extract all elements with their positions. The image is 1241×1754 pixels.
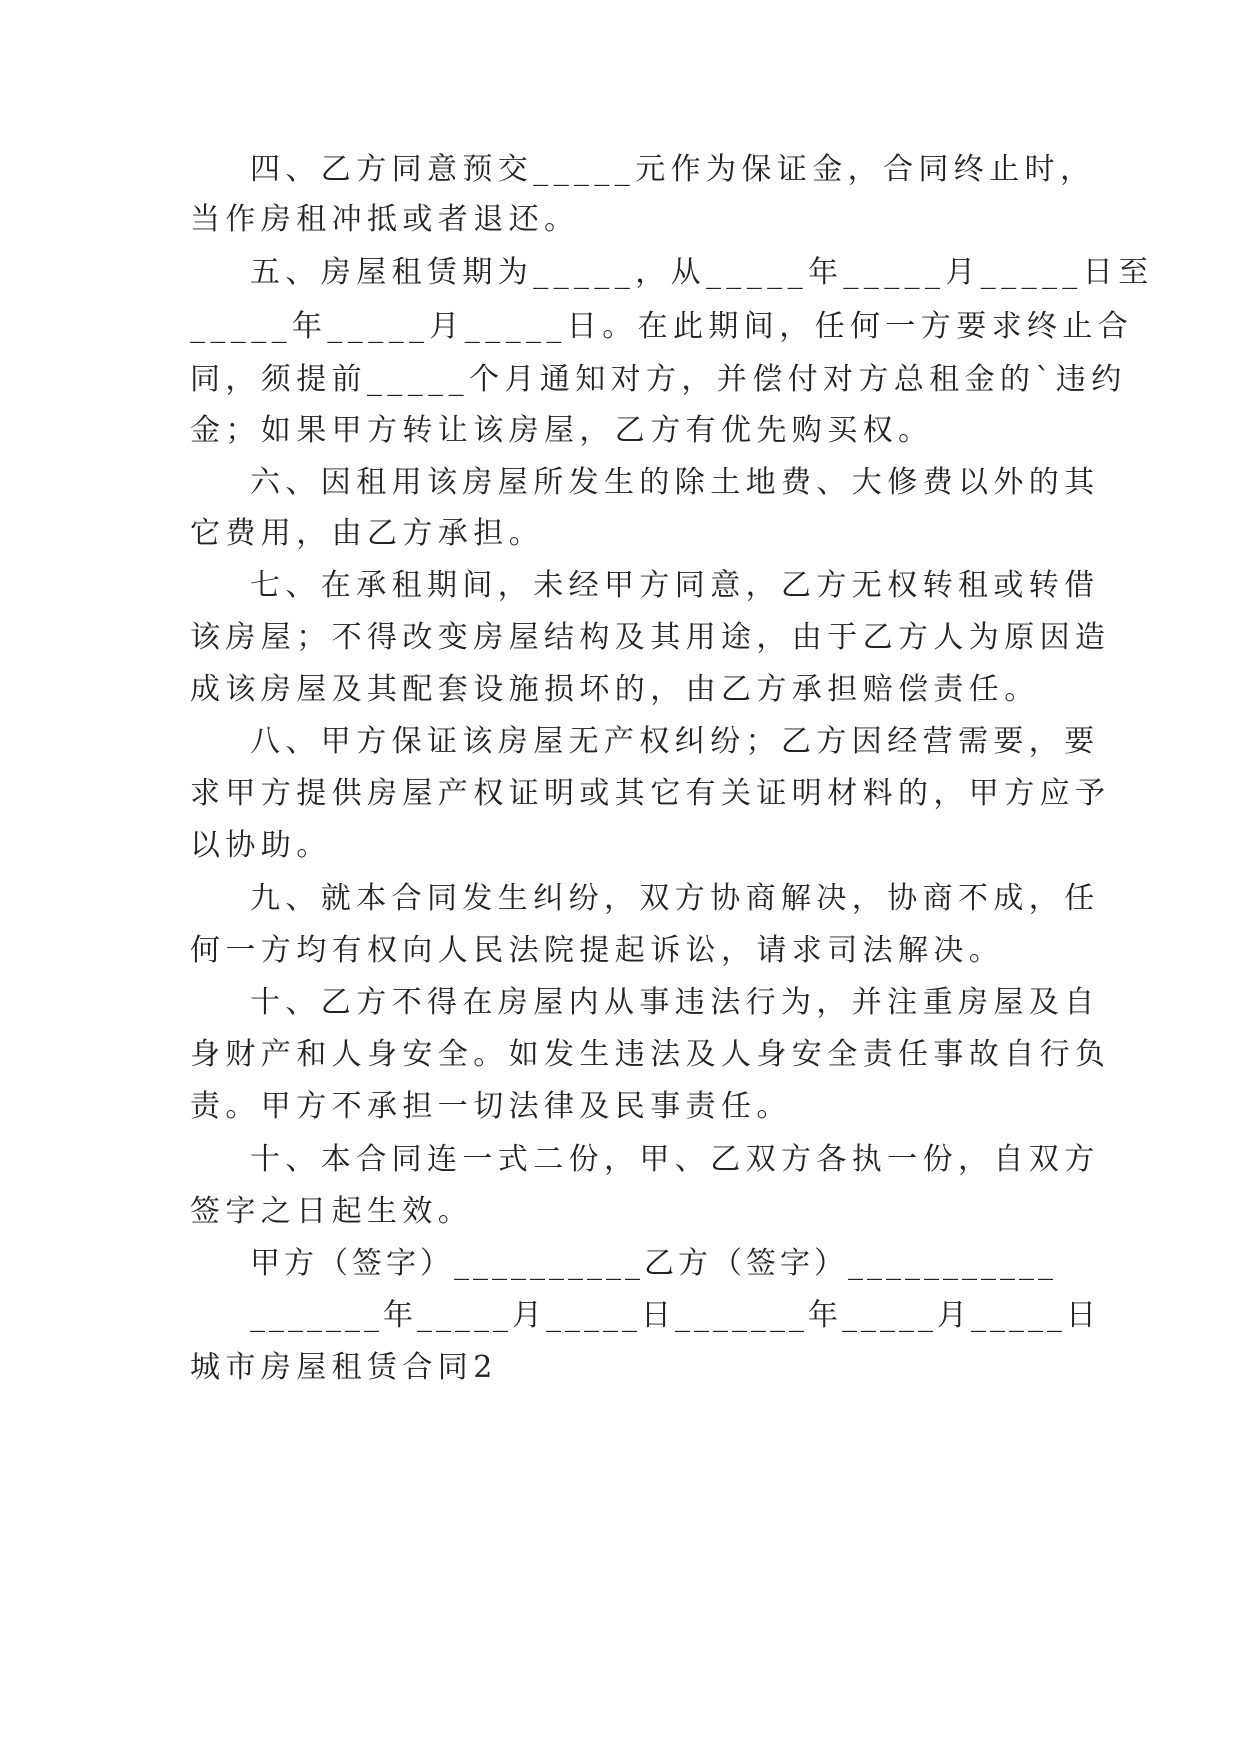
- clause-7-line-3: 成该房屋及其配套设施损坏的，由乙方承担赔偿责任。: [190, 672, 1040, 707]
- signature-line: 甲方（签字）__________乙方（签字）___________: [250, 1246, 1057, 1281]
- clause-7-line-1: 七、在承租期间，未经甲方同意，乙方无权转租或转借: [250, 568, 1100, 603]
- clause-7-line-2: 该房屋；不得改变房屋结构及其用途，由于乙方人为原因造: [190, 620, 1111, 655]
- clause-5-line-3: 同，须提前_____个月通知对方，并偿付对方总租金的`违约: [190, 362, 1127, 397]
- clause-9-line-2: 何一方均有权向人民法院提起诉讼，请求司法解决。: [190, 933, 1005, 968]
- clause-11-line-2: 签字之日起生效。: [190, 1194, 474, 1229]
- clause-10-line-1: 十、乙方不得在房屋内从事违法行为，并注重房屋及自: [250, 985, 1100, 1020]
- clause-8-line-1: 八、甲方保证该房屋无产权纠纷；乙方因经营需要，要: [250, 724, 1100, 759]
- clause-5-line-1: 五、房屋租赁期为_____，从_____年_____月_____日至: [250, 255, 1154, 290]
- clause-5-line-2: _____年_____月_____日。在此期间，任何一方要求终止合: [190, 309, 1134, 344]
- clause-4-line-1: 四、乙方同意预交_____元作为保证金，合同终止时，: [250, 152, 1096, 187]
- clause-10-line-3: 责。甲方不承担一切法律及民事责任。: [190, 1089, 792, 1124]
- clause-6-line-1: 六、因租用该房屋所发生的除土地费、大修费以外的其: [250, 465, 1100, 500]
- signature-date-line: _______年_____月_____日_______年_____月_____日: [250, 1298, 1100, 1333]
- clause-8-line-2: 求甲方提供房屋产权证明或其它有关证明材料的，甲方应予: [190, 776, 1111, 811]
- clause-11-line-1: 十、本合同连一式二份，甲、乙双方各执一份，自双方: [250, 1142, 1100, 1177]
- clause-4-line-2: 当作房租冲抵或者退还。: [190, 202, 580, 237]
- clause-10-line-2: 身财产和人身安全。如发生违法及人身安全责任事故自行负: [190, 1037, 1111, 1072]
- clause-9-line-1: 九、就本合同发生纠纷，双方协商解决，协商不成，任: [250, 881, 1100, 916]
- clause-5-line-4: 金；如果甲方转让该房屋，乙方有优先购买权。: [190, 413, 934, 448]
- next-document-title: 城市房屋租赁合同2: [190, 1350, 498, 1385]
- clause-6-line-2: 它费用，由乙方承担。: [190, 516, 544, 551]
- clause-8-line-3: 以协助。: [190, 828, 332, 863]
